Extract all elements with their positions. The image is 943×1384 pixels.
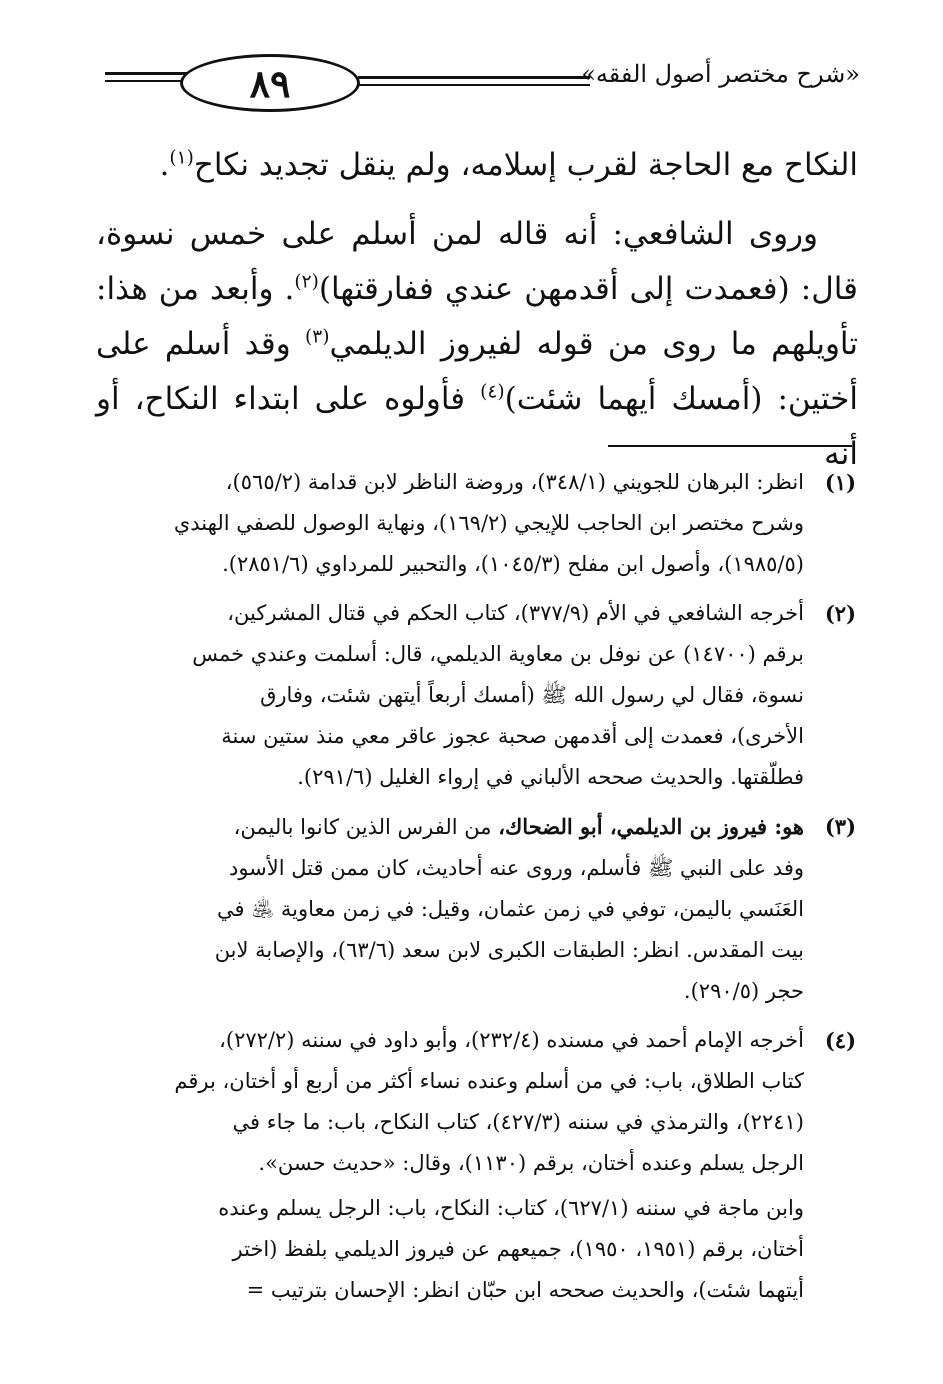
footnote-line: أخرجه الإمام أحمد في مسنده (٢٣٢/٤)، وأبو داود في سننه (٢٧٢/٢)، [219, 1028, 804, 1052]
footnote-line: كتاب الطلاق، باب: في من أسلم وعنده نساء أكثر من أربع أو أختان، برقم [174, 1069, 804, 1093]
footnote-2 [96, 593, 856, 798]
footnotes [96, 462, 856, 1319]
footnote-4-continuation [96, 1188, 804, 1311]
footnote-line: أختان، برقم (١٩٥١، ١٩٥٠)، جميعهم عن فيروز الديلمي بلفظ (اختر [232, 1237, 804, 1261]
footnote-divider [608, 445, 852, 447]
footnote-line: أيتهما شئت)، والحديث صححه ابن حبّان انظر: الإحسان بترتيب = [246, 1278, 804, 1302]
header-rule-middle [358, 76, 590, 86]
paragraph-1 [96, 138, 858, 193]
footnote-lead: هو: فيروز بن الديلمي، أبو الضحاك، [498, 814, 804, 839]
footnote-line: العَنَسي باليمن، توفي في زمن عثمان، وقيل: في زمن معاوية ﵁ في [217, 897, 804, 921]
footnote-line [96, 806, 804, 848]
footnote-line: فطلّقتها. والحديث صححه الألباني في إرواء الغليل (٢٩١/٦). [297, 765, 804, 789]
paragraph-1-text: النكاح مع الحاجة لقرب إسلامه، ولم ينقل تجديد نكاح [193, 147, 858, 183]
footnote-line: بيت المقدس. انظر: الطبقات الكبرى لابن سعد (٦٣/٦)، والإصابة لابن [214, 938, 804, 962]
footnote-number: (٣) [824, 814, 856, 839]
footnote-3 [96, 806, 856, 1012]
footnote-line: الأخرى)، فعمدت إلى أقدمهن صحبة عجوز عاقر معي منذ ستين سنة [221, 724, 804, 748]
footnote-ref-3: (٣) [305, 326, 330, 348]
footnote-ref-4: (٤) [480, 381, 505, 403]
footnote-line: وشرح مختصر ابن الحاجب للإيجي (١٦٩/٢)، ونهاية الوصول للصفي الهندي [173, 511, 804, 535]
footnote-line: حجر (٢٩٠/٥). [683, 979, 804, 1003]
footnote-line: نسوة، فقال لي رسول الله ﷺ (أمسك أربعاً أيتهن شئت، وفارق [260, 683, 804, 707]
footnote-number: (١) [824, 470, 856, 495]
paragraph-2-part-b: . وأبعد من هذا: تأويلهم ما روى من قوله لفيروز الديلمي [96, 271, 859, 362]
footnote-line: برقم (١٤٧٠٠) عن نوفل بن معاوية الديلمي، قال: أسلمت وعندي خمس [192, 642, 804, 666]
page-number: ٨٩ [249, 60, 291, 106]
footnote-4 [96, 1020, 856, 1311]
paragraph-2-part-a: وروى الشافعي: أنه قاله لمن أسلم على خمس نسوة، قال: (فعمدت إلى أقدمهن عندي ففارقتها) [96, 216, 858, 307]
footnote-line: الرجل يسلم وعنده أختان، برقم (١١٣٠)، وقال: «حديث حسن». [258, 1151, 804, 1175]
footnote-number: (٢) [824, 601, 856, 626]
footnote-line: وابن ماجة في سننه (٦٢٧/١)، كتاب: النكاح، باب: الرجل يسلم وعنده [218, 1196, 804, 1220]
book-title: «شرح مختصر أصول الفقه» [581, 60, 860, 88]
footnote-line: انظر: البرهان للجويني (٣٤٨/١)، وروضة الناظر لابن قدامة (٥٦٥/٢)، [225, 470, 804, 494]
page-header [100, 48, 860, 120]
paragraph-2-part-d: فأولوه على ابتداء النكاح، أو أنه [96, 381, 858, 472]
footnote-1 [96, 462, 856, 585]
footnote-line-rest: من الفرس الذين كانوا باليمن، [233, 815, 499, 839]
footnote-line: أخرجه الشافعي في الأم (٣٧٧/٩)، كتاب الحكم في قتال المشركين، [227, 601, 804, 625]
footnote-number: (٤) [824, 1028, 856, 1053]
footnote-line: (٢٢٤١)، والترمذي في سننه (٤٢٧/٣)، كتاب النكاح، باب: ما جاء في [232, 1110, 804, 1134]
page-number-oval [180, 54, 360, 112]
footnote-line: (١٩٨٥/٥)، وأصول ابن مفلح (١٠٤٥/٣)، والتحبير للمرداوي (٢٨٥١/٦). [222, 552, 804, 576]
main-text [96, 138, 858, 482]
paragraph-2-part-c: وقد أسلم على أختين: (أمسك أيهما شئت) [96, 326, 859, 417]
paragraph-1-end: . [159, 147, 170, 183]
footnote-line: وفد على النبي ﷺ فأسلم، وروى عنه أحاديث، كان ممن قتل الأسود [228, 856, 804, 880]
paragraph-2 [96, 207, 858, 482]
footnote-ref-2: (٢) [294, 271, 319, 293]
footnote-ref-1: (١) [169, 147, 194, 169]
